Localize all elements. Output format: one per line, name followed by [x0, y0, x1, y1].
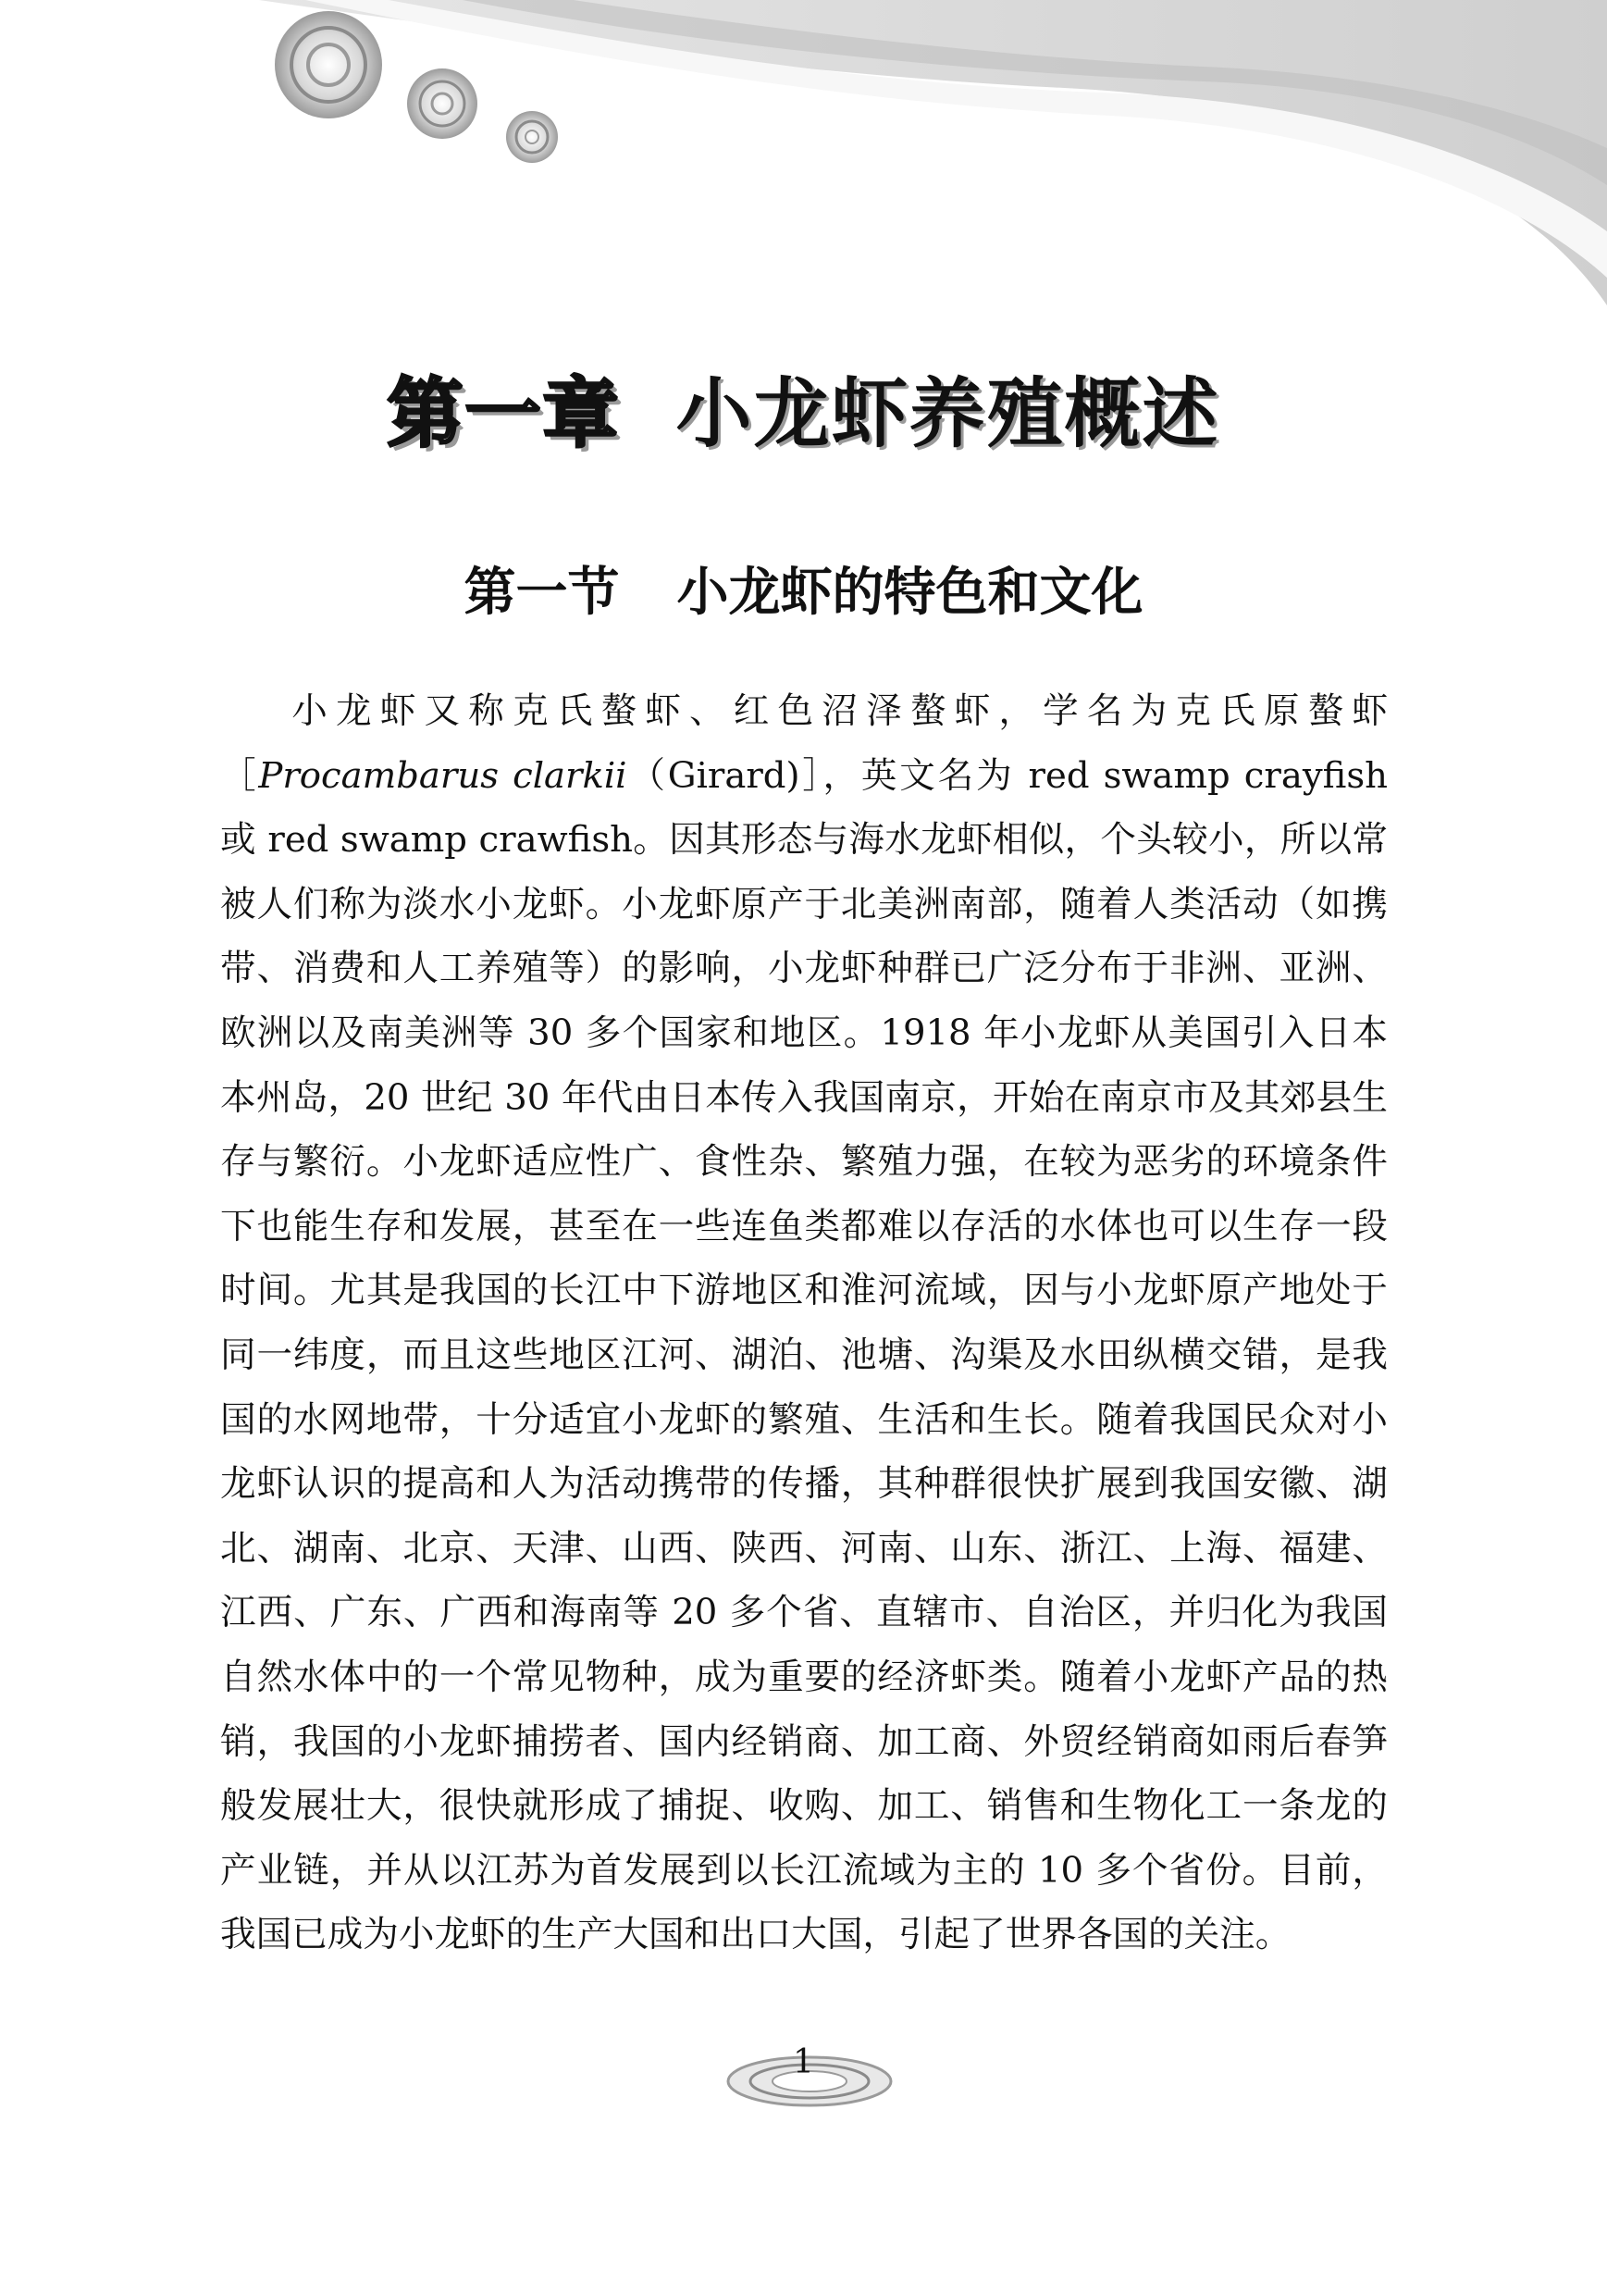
- chapter-number: 第一章: [387, 370, 621, 458]
- body-paragraph: [220, 679, 1388, 1967]
- ring-decoration-medium: [407, 68, 477, 139]
- chapter-name: 小龙虾养殖概述: [675, 370, 1220, 458]
- page-number: 1: [793, 2043, 814, 2081]
- section-number: 第一节: [464, 562, 620, 623]
- ring-decoration-small: [506, 111, 558, 163]
- chapter-title: [0, 354, 1607, 462]
- header-wave-decoration: [0, 0, 1607, 305]
- paragraph-text-part2: （Girard)］，英文名为 red swamp crayfish 或 red swamp crawfish。因其形态与海水龙虾相似，个头较小，所以常被人们称为淡水小龙虾。小龙虾原产于北美洲南部，随着人类活动（如携带、消费和人工养殖等）的影响，小龙虾种群已广泛分布于非洲、亚洲、欧洲以及南美洲等 30 多个国家和地区。1918 年小龙虾从美国引入日本本州岛，20 世纪 30 年代由日本传入我国南京，开始在南京市及其郊县生存与繁衍。小龙虾适应性广、食性杂、繁殖力强，在较为恶劣的环境条件下也能生存和发展，甚至在一些连鱼类都难以存活的水体也可以生存一段时间。尤其是我国的长江中下游地区和淮河流域，因与小龙虾原产地处于同一纬度，而且这些地区江河、湖泊、池塘、沟渠及水田纵横交错，是我国的水网地带，十分适宜小龙虾的繁殖、生活和生长。随着我国民众对小龙虾认识的提高和人为活动携带的传播，其种群很快扩展到我国安徽、湖北、湖南、北京、天津、山西、陕西、河南、山东、浙江、上海、福建、江西、广东、广西和海南等 20 多个省、直辖市、自治区，并归化为我国自然水体中的一个常见物种，成为重要的经济虾类。随着小龙虾产品的热销，我国的小龙虾捕捞者、国内经销商、加工商、外贸经销商如雨后春笋般发展壮大，很快就形成了捕捉、收购、加工、销售和生物化工一条龙的产业链，并从以江苏为首发展到以长江流域为主的 10 多个省份。目前，我国已成为小龙虾的生产大国和出口大国，引起了世界各国的关注。: [220, 754, 1389, 1956]
- section-title: [0, 552, 1607, 626]
- paragraph-text-part1: 小龙虾又称克氏螯虾、红色沼泽螯虾，学名为克氏原螯虾［: [220, 690, 1388, 797]
- section-name: 小龙虾的特色和文化: [676, 562, 1143, 623]
- ring-decoration-large: [275, 11, 382, 118]
- latin-species-name: Procambarus clarkii: [258, 754, 627, 797]
